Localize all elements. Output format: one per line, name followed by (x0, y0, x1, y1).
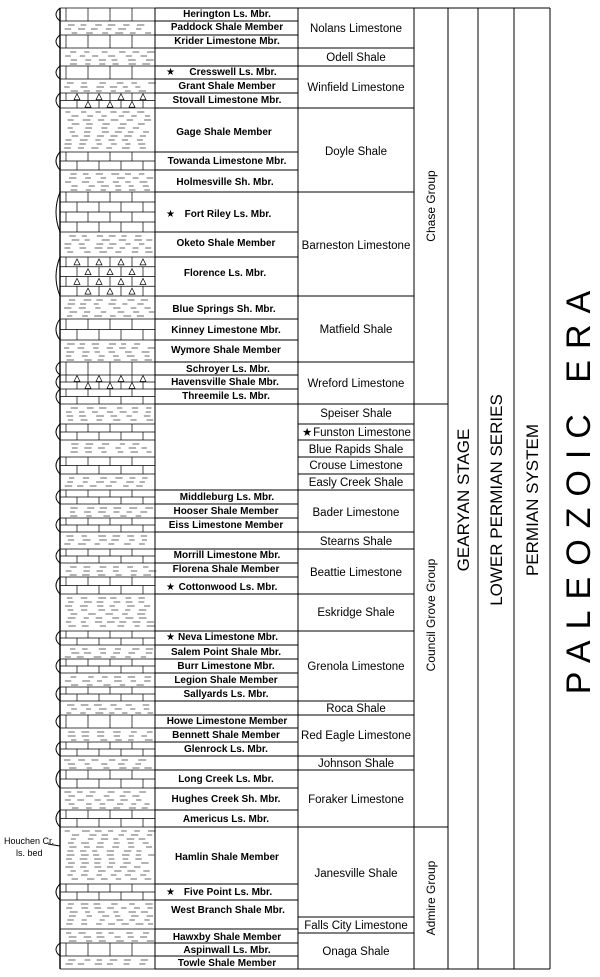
star-marker: ★ (166, 209, 175, 220)
member-label: Florence Ls. Mbr. (183, 268, 267, 279)
chert-triangle (129, 288, 135, 294)
formation-label: Wreford Limestone (307, 378, 405, 390)
chert-triangle (140, 259, 146, 265)
member-label: Bennett Shale Member (172, 730, 280, 741)
chert-triangle (107, 288, 113, 294)
member-label: Krider Limestone Mbr. (174, 36, 280, 47)
member-label: Glenrock Ls. Mbr. (184, 744, 268, 755)
member-label: Cresswell Ls. Mbr. (189, 67, 277, 78)
side-note-line: ls. bed (16, 848, 43, 858)
member-label: Wymore Shale Member (171, 345, 281, 356)
formation-label: Bader Limestone (312, 507, 400, 519)
formation-label: Doyle Shale (324, 146, 388, 158)
chert-triangle (129, 383, 135, 389)
formation-label: Odell Shale (326, 52, 386, 64)
formation-label: Johnson Shale (317, 758, 395, 770)
chert-triangle (96, 376, 102, 382)
formation-label: Stearns Shale (319, 536, 393, 548)
member-label: Americus Ls. Mbr. (182, 814, 270, 825)
member-label: Salem Point Shale Mbr. (170, 647, 282, 658)
member-label: Long Creek Ls. Mbr. (178, 774, 274, 785)
formation-label: Winfield Limestone (307, 82, 405, 94)
chert-triangle (85, 101, 91, 107)
group-label: Admire Group (424, 860, 438, 936)
member-label: Towanda Limestone Mbr. (167, 156, 287, 167)
member-label: Hamlin Shale Member (175, 852, 279, 863)
member-label: Howe Limestone Member (166, 716, 288, 727)
formation-label: Crouse Limestone (309, 460, 403, 472)
side-note-line: Houchen Cr. (4, 836, 55, 846)
chert-triangle (74, 259, 80, 265)
formation-label: Grenola Limestone (307, 661, 405, 673)
chert-triangle (129, 101, 135, 107)
formation-label: Roca Shale (326, 703, 386, 715)
formation-label: Blue Rapids Shale (308, 444, 404, 456)
chert-triangle (107, 269, 113, 275)
system-label: PERMIAN SYSTEM (523, 423, 542, 577)
member-label: Burr Limestone Mbr. (177, 661, 275, 672)
star-marker: ★ (302, 427, 313, 439)
formation-label: Barneston Limestone (301, 240, 411, 252)
formation-label: Falls City Limestone (304, 920, 408, 932)
formation-label: Easly Creek Shale (308, 477, 404, 489)
member-label: Hooser Shale Member (173, 506, 279, 517)
formation-label: Nolans Limestone (309, 23, 403, 35)
chert-triangle (118, 259, 124, 265)
member-label: Towle Shale Member (177, 958, 277, 969)
member-label: Five Point Ls. Mbr. (183, 887, 273, 898)
stage-label: GEARYAN STAGE (454, 428, 473, 572)
chert-triangle (85, 269, 91, 275)
chert-triangle (96, 259, 102, 265)
chert-triangle (96, 94, 102, 100)
era-label: PALEOZOIC ERA (560, 279, 598, 695)
member-label: Stovall Limestone Mbr. (172, 95, 282, 106)
member-label: Threemile Ls. Mbr. (182, 391, 270, 402)
formation-label: Eskridge Shale (317, 607, 395, 619)
formation-label: Matfield Shale (319, 324, 393, 336)
side-annotation (4, 836, 60, 858)
member-label: Aspinwall Ls. Mbr. (183, 945, 271, 956)
chert-triangle (107, 101, 113, 107)
chert-triangle (129, 269, 135, 275)
star-marker: ★ (166, 67, 175, 78)
chert-triangle (74, 94, 80, 100)
member-label: Neva Limestone Mbr. (177, 632, 279, 643)
member-label: Grant Shale Member (178, 81, 276, 92)
chert-triangle (74, 278, 80, 284)
formation-label: Speiser Shale (320, 408, 392, 420)
chert-triangle (140, 278, 146, 284)
star-marker: ★ (166, 632, 175, 643)
formation-label: Onaga Shale (322, 946, 390, 958)
formation-label: Beattie Limestone (309, 567, 403, 579)
formation-label: Red Eagle Limestone (301, 730, 411, 742)
member-label: Schroyer Ls. Mbr. (186, 364, 270, 375)
formation-column (298, 8, 414, 958)
chert-triangle (118, 376, 124, 382)
series-label: LOWER PERMIAN SERIES (487, 394, 506, 606)
chert-triangle (96, 278, 102, 284)
member-label: Holmesville Sh. Mbr. (176, 177, 274, 188)
group-column (414, 8, 448, 935)
chert-triangle (118, 94, 124, 100)
chert-triangle (107, 383, 113, 389)
member-label: Oketo Shale Member (176, 238, 276, 249)
member-label: Florena Shale Member (172, 564, 280, 575)
formation-label: Funston Limestone (313, 427, 411, 439)
chert-triangle (85, 288, 91, 294)
formation-label: Janesville Shale (314, 868, 398, 880)
member-label: Morrill Limestone Mbr. (173, 550, 281, 561)
group-label: Chase Group (424, 170, 438, 242)
member-label: Paddock Shale Member (170, 22, 284, 33)
member-label: Kinney Limestone Mbr. (171, 325, 281, 336)
star-marker: ★ (166, 887, 175, 898)
star-marker: ★ (166, 582, 175, 593)
member-label: Herington Ls. Mbr. (183, 9, 271, 20)
member-label: Eiss Limestone Member (168, 520, 284, 531)
member-label: Havensville Shale Mbr. (171, 377, 279, 388)
member-label: Fort Riley Ls. Mbr. (184, 209, 272, 220)
member-label: Cottonwood Ls. Mbr. (178, 582, 278, 593)
member-column (155, 8, 298, 969)
member-label: Middleburg Ls. Mbr. (179, 492, 275, 503)
member-label: Sallyards Ls. Mbr. (183, 689, 269, 700)
formation-label: Foraker Limestone (308, 794, 404, 806)
member-label: West Branch Shale Mbr. (171, 905, 285, 916)
chert-triangle (118, 278, 124, 284)
chert-triangle (74, 376, 80, 382)
chronostratigraphic-columns (454, 280, 598, 694)
member-label: Legion Shale Member (174, 675, 278, 686)
chert-triangle (85, 383, 91, 389)
member-label: Hawxby Shale Member (172, 932, 282, 943)
member-label: Blue Springs Sh. Mbr. (172, 304, 276, 315)
group-label: Council Grove Group (424, 558, 438, 672)
member-label: Hughes Creek Sh. Mbr. (171, 794, 281, 805)
member-label: Gage Shale Member (176, 127, 272, 138)
chert-triangle (140, 94, 146, 100)
lithologic-column (56, 8, 156, 969)
chert-triangle (140, 376, 146, 382)
